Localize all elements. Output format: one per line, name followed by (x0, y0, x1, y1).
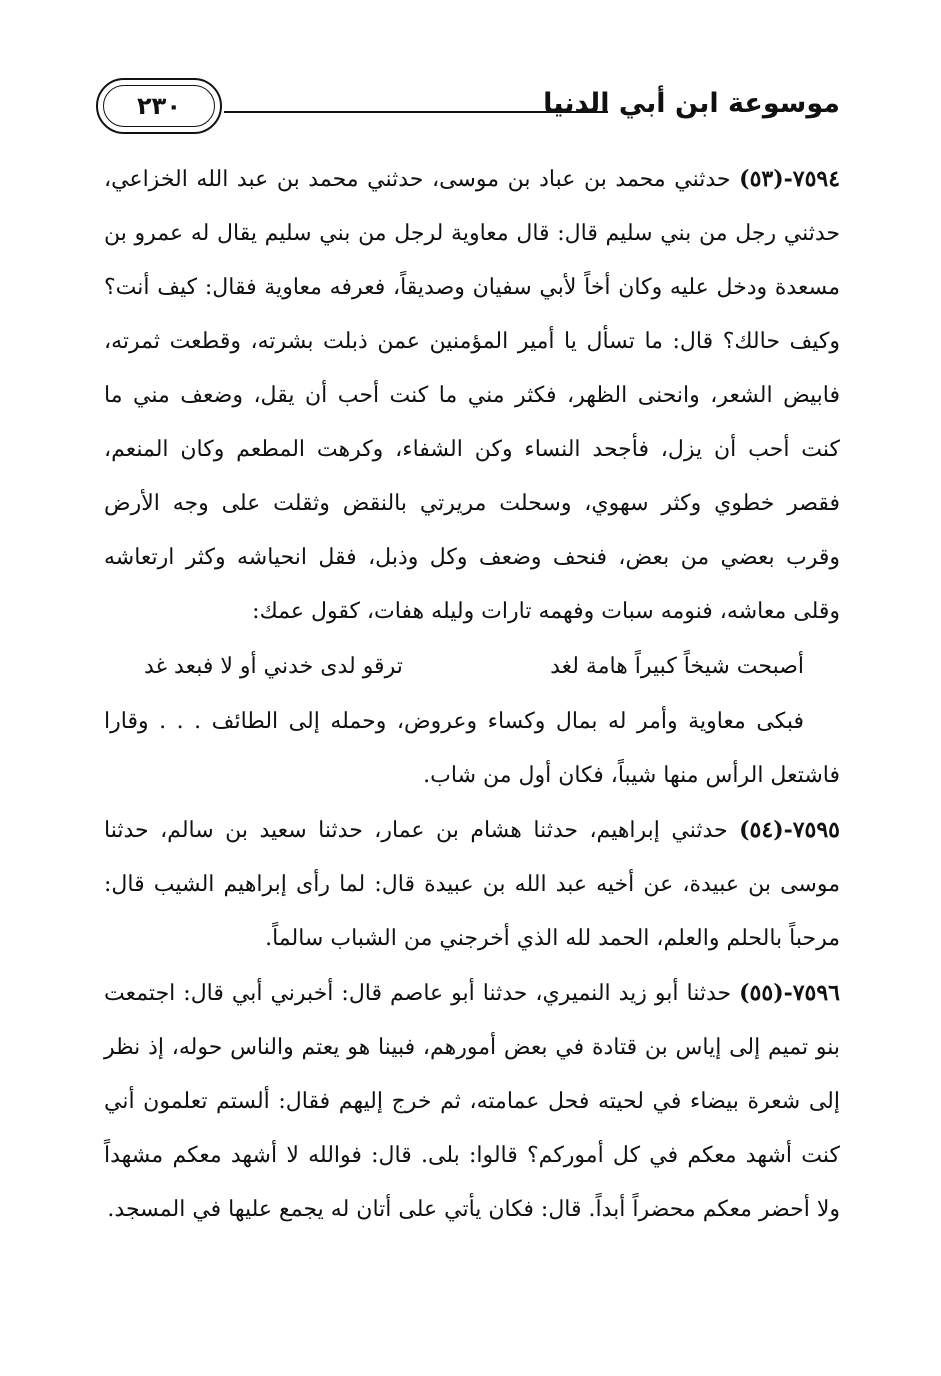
verse-first-hemistich: أصبحت شيخاً كبيراً هامة لغد (550, 654, 804, 679)
header-rule (224, 111, 608, 113)
entry-number: ٧٥٩٥-(٥٤) (739, 817, 840, 843)
entry-text: حدثني محمد بن عباد بن موسى، حدثني محمد بن عبد الله الخزاعي، حدثني رجل من بني سليم قال: قال معاوية لرجل من بني سليم يقال له عمرو بن مسعدة ودخل عليه وكان أخاً لأبي سفيان وصديقاً، فعرفه معاوية فقال: كيف أنت؟ وكيف حالك؟ قال: ما تسأل يا أمير المؤمنين عمن ذبلت بشرته، وقطعت ثمرته، فابيض الشعر، وانحنى الظهر، فكثر مني ما كنت أحب أن يقل، وضعف مني ما كنت أحب أن يزل، فأجحد النساء وكن الشفاء، وكرهت المطعم وكان المنعم، فقصر خطوي وكثر سهوي، وسحلت مريرتي بالنقض وثقلت على وجه الأرض وقرب بعضي من بعض، فنحف وضعف وكل وذبل، فقل انحياشه وكثر ارتعاشه وقلى معاشه، فنومه سبات وفهمه تارات وليله هفات، كقول عمك: (104, 167, 840, 624)
poetry-couplet (144, 639, 804, 695)
running-header (96, 74, 840, 138)
entry-7594 (104, 152, 840, 639)
entry-number: ٧٥٩٦-(٥٥) (739, 980, 840, 1006)
entry-text: حدثني إبراهيم، حدثنا هشام بن عمار، حدثنا سعيد بن سالم، حدثنا موسى بن عبيدة، عن أخيه عبد الله بن عبيدة قال: لما رأى إبراهيم الشيب قال: مرحباً بالحلم والعلم، الحمد لله الذي أخرجني من الشباب سالماً. (104, 818, 840, 951)
entry-number: ٧٥٩٤-(٥٣) (739, 166, 841, 192)
entry-text: حدثنا أبو زيد النميري، حدثنا أبو عاصم قال: أخبرني أبي قال: اجتمعت بنو تميم إلى إياس بن قتادة في بعض أمورهم، فبينا هو يعتم والناس حوله، إذ نظر إلى شعرة بيضاء في لحيته فحل عمامته، ثم خرج إليهم فقال: ألستم تعلمون أني كنت أشهد معكم في كل أموركم؟ قالوا: بلى. قال: فوالله لا أشهد معكم مشهداً ولا أحضر معكم محضراً أبداً. قال: فكان يأتي على أتان له يجمع عليها في المسجد. (104, 981, 840, 1222)
verse-second-hemistich: ترقو لدى خدني أو لا فبعد غد (144, 654, 403, 679)
page-number-frame (96, 78, 222, 134)
page-body (104, 152, 840, 1237)
entry-continuation: فبكى معاوية وأمر له بمال وكساء وعروض، وحمله إلى الطائف . . . وقارا فاشتعل الرأس منها شيباً، فكان أول من شاب. (104, 709, 840, 788)
entry-7595 (104, 803, 840, 966)
page-number: ٢٣٠ (137, 92, 181, 120)
entry-7596 (104, 966, 840, 1237)
book-title: موسوعة ابن أبي الدنيا (543, 88, 840, 119)
